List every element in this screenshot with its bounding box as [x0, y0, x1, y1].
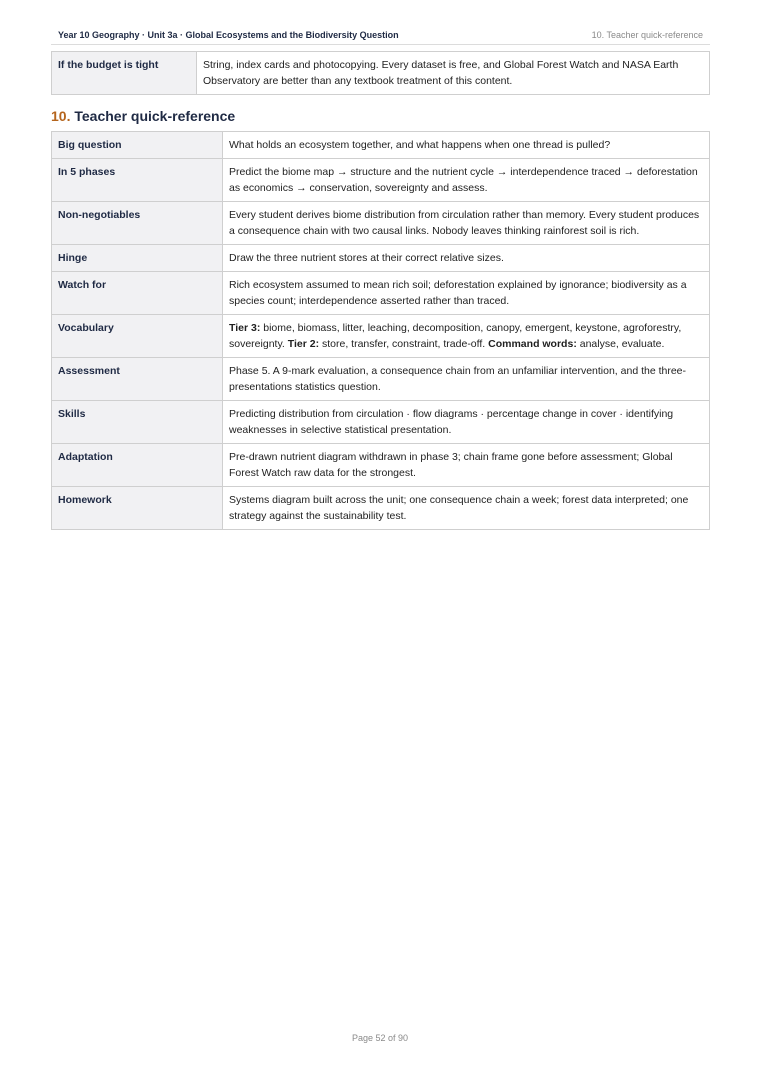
- running-section-title: 10. Teacher quick-reference: [591, 30, 703, 40]
- table-row: [52, 272, 710, 315]
- row-text: Predicting distribution from circulation · flow diagrams · percentage change in cover · identifying weaknesses in selective statistical presentation.: [223, 401, 710, 444]
- tier3-label: Tier 3:: [229, 322, 261, 334]
- tier3-text: biome, biomass, litter, leaching, decomposition, canopy, emergent, keystone, agroforestry, sovereignty.: [229, 322, 682, 350]
- row-label-adaptation: Adaptation: [52, 444, 223, 487]
- table-row: [52, 202, 710, 245]
- table-row: [52, 52, 710, 95]
- table-row: [52, 487, 710, 530]
- tier2-text: store, transfer, constraint, trade-off.: [319, 338, 489, 350]
- row-text: Draw the three nutrient stores at their correct relative sizes.: [223, 245, 710, 272]
- quick-reference-table: [51, 131, 710, 530]
- row-text: Rich ecosystem assumed to mean rich soil; deforestation explained by ignorance; biodiversity as a species count; interdependence asserted rather than traced.: [223, 272, 710, 315]
- table-row: [52, 159, 710, 202]
- tier2-label: Tier 2:: [287, 338, 320, 350]
- table-row: [52, 315, 710, 358]
- row-label: If the budget is tight: [52, 52, 197, 95]
- table-row: [52, 358, 710, 401]
- command-words-label: Command words:: [488, 338, 577, 350]
- header-divider: [51, 44, 710, 45]
- row-label-hinge: Hinge: [52, 245, 223, 272]
- row-label-big-question: Big question: [52, 132, 223, 159]
- table-row: [52, 401, 710, 444]
- table-row: [52, 132, 710, 159]
- row-text: Phase 5. A 9-mark evaluation, a consequence chain from an unfamiliar intervention, and the three-presentations statistics question.: [223, 358, 710, 401]
- row-label-watch-for: Watch for: [52, 272, 223, 315]
- row-label-non-negotiables: Non-negotiables: [52, 202, 223, 245]
- table-row: [52, 245, 710, 272]
- row-text: Systems diagram built across the unit; one consequence chain a week; forest data interpreted; one strategy against the sustainability test.: [223, 487, 710, 530]
- row-label-skills: Skills: [52, 401, 223, 444]
- row-text: Every student derives biome distribution from circulation rather than memory. Every student produces a consequence chain with two causal links. Nobody leaves thinking rainforest soil is rich.: [223, 202, 710, 245]
- row-text: Pre-drawn nutrient diagram withdrawn in phase 3; chain frame gone before assessment; Global Forest Watch raw data for the strongest.: [223, 444, 710, 487]
- section-title: Teacher quick-reference: [74, 108, 236, 124]
- row-text-vocabulary: [223, 315, 710, 358]
- section-number: 10.: [51, 108, 71, 124]
- command-words-text: analyse, evaluate.: [576, 338, 665, 350]
- document-title: Year 10 Geography · Unit 3a · Global Ecosystems and the Biodiversity Question: [58, 30, 399, 40]
- page-number: Page 52 of 90: [351, 1033, 409, 1043]
- row-label-assessment: Assessment: [52, 358, 223, 401]
- row-label-homework: Homework: [52, 487, 223, 530]
- budget-table: [51, 51, 710, 95]
- row-label-phases: In 5 phases: [52, 159, 223, 202]
- table-row: [52, 444, 710, 487]
- row-text: Predict the biome map → structure and the nutrient cycle → interdependence traced → deforestation as economics → conservation, sovereignty and assess.: [223, 159, 710, 202]
- section-heading: [51, 106, 235, 126]
- page-header: [58, 28, 703, 42]
- row-label-vocabulary: Vocabulary: [52, 315, 223, 358]
- row-text: String, index cards and photocopying. Every dataset is free, and Global Forest Watch and NASA Earth Observatory are better than any textbook treatment of this content.: [197, 52, 710, 95]
- row-text: What holds an ecosystem together, and what happens when one thread is pulled?: [223, 132, 710, 159]
